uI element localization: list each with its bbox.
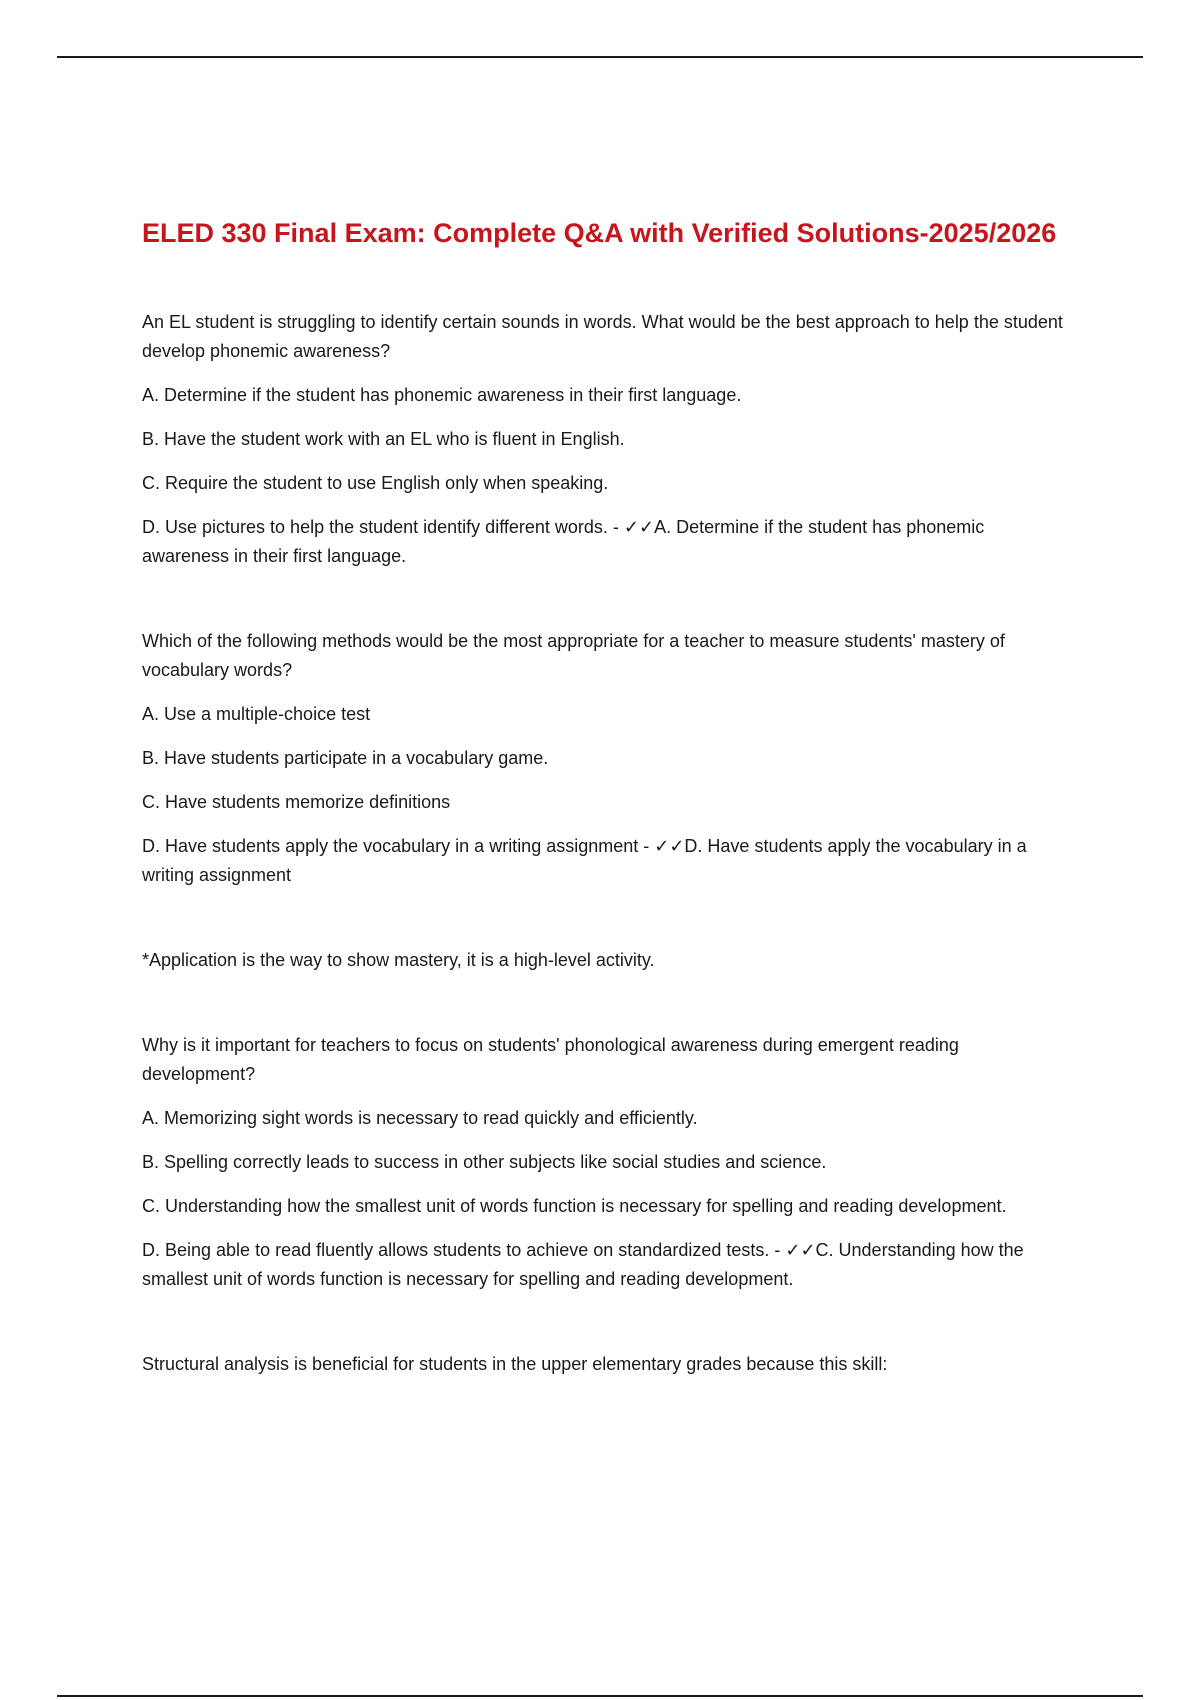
option-b: B. Have the student work with an EL who is fluent in English. (142, 429, 625, 449)
top-rule (57, 56, 1143, 58)
option-c: C. Understanding how the smallest unit of words function is necessary for spelling and reading development. (142, 1196, 1007, 1216)
option-c: C. Require the student to use English only when speaking. (142, 473, 609, 493)
option-c: C. Have students memorize definitions (142, 792, 451, 812)
option-d-answer: D. Use pictures to help the student identify different words. - ✓✓A. Determine if the student has phonemic awareness in their first language. (142, 517, 985, 566)
question-text: Why is it important for teachers to focus on students' phonological awareness during emergent reading development? (142, 1035, 959, 1084)
option-b: B. Have students participate in a vocabulary game. (142, 748, 549, 768)
question-text: Structural analysis is beneficial for students in the upper elementary grades because this skill: (142, 1354, 888, 1374)
option-a: A. Determine if the student has phonemic awareness in their first language. (142, 385, 742, 405)
bottom-rule (57, 1695, 1143, 1697)
question-block (142, 627, 1072, 890)
option-d-answer: D. Being able to read fluently allows students to achieve on standardized tests. - ✓✓C. Understanding how the smallest unit of words function is necessary for spelling and reading development. (142, 1240, 1024, 1289)
question-text: Which of the following methods would be the most appropriate for a teacher to measure students' mastery of vocabulary words? (142, 631, 1005, 680)
document-title: ELED 330 Final Exam: Complete Q&A with Verified Solutions-2025/2026 (142, 218, 1057, 248)
question-block (142, 308, 1072, 571)
explanation-note: *Application is the way to show mastery, it is a high-level activity. (142, 950, 655, 970)
option-d-answer: D. Have students apply the vocabulary in a writing assignment - ✓✓D. Have students apply the vocabulary in a writing assignment (142, 836, 1027, 885)
question-text: An EL student is struggling to identify certain sounds in words. What would be the best approach to help the student develop phonemic awareness? (142, 312, 1063, 361)
document-body (142, 214, 1072, 1379)
option-a: A. Memorizing sight words is necessary to read quickly and efficiently. (142, 1108, 698, 1128)
question-block (142, 1031, 1072, 1294)
option-b: B. Spelling correctly leads to success in other subjects like social studies and science. (142, 1152, 827, 1172)
option-a: A. Use a multiple-choice test (142, 704, 371, 724)
question-list (142, 308, 1072, 1379)
